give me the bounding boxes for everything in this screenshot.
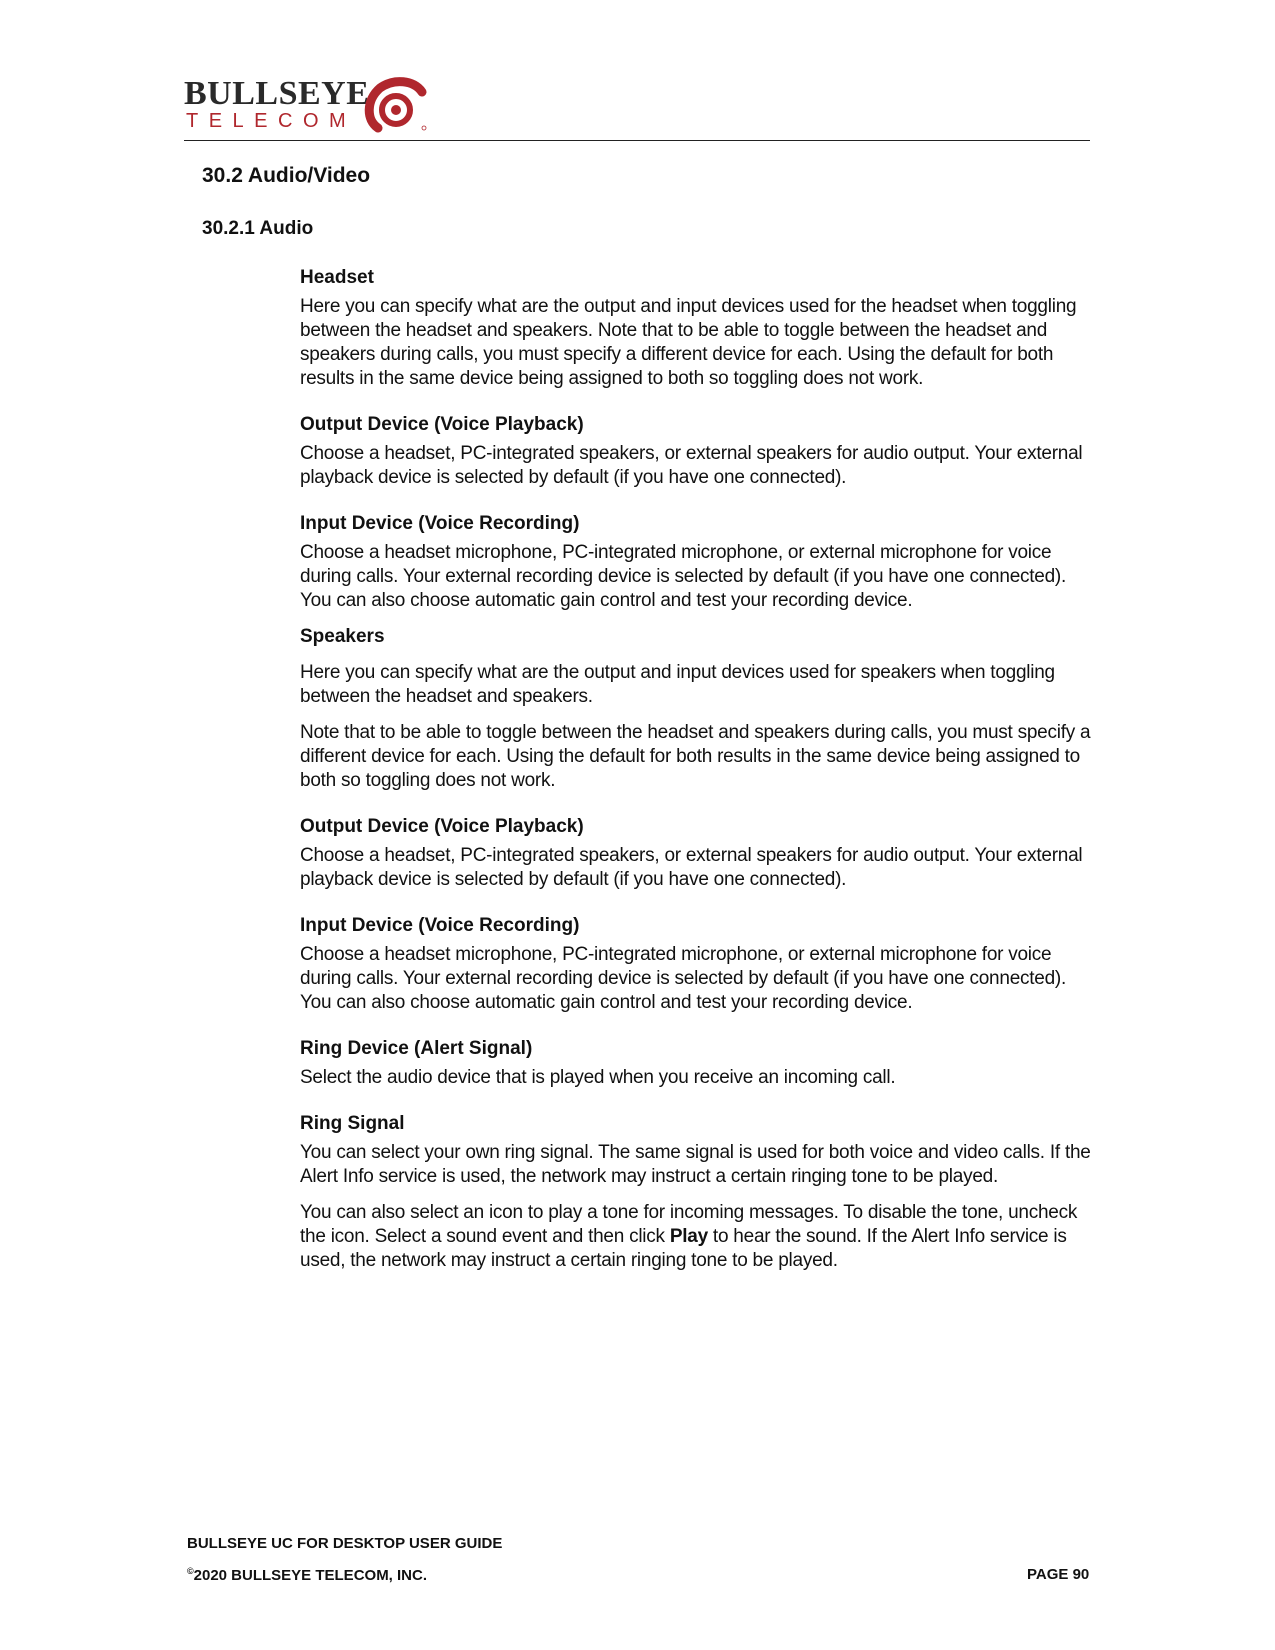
footer-guide-title: BULLSEYE UC FOR DESKTOP USER GUIDE bbox=[187, 1535, 503, 1552]
page-number: PAGE 90 bbox=[1027, 1566, 1090, 1583]
ring-signal-text-after: to hear the sound. If the Alert Info service is used, the network may instruct a certain ringing tone to be played. bbox=[300, 1226, 1067, 1271]
ring-signal-description: You can select your own ring signal. The same signal is used for both voice and video calls. If the Alert Info service is used, the network may instruct a certain ringing tone to be played. bbox=[300, 1142, 1091, 1187]
headset-description: Here you can specify what are the output and input devices used for the headset when toggling between the headset and speakers. Note that to be able to toggle between the headset and speakers during calls, you must specify a different device for each. Using the default for both results in the same device being assigned to both so toggling does not work. bbox=[300, 296, 1077, 389]
subsection-heading: 30.2.1 Audio bbox=[202, 218, 314, 239]
speakers-output-title: Output Device (Voice Playback) bbox=[300, 816, 584, 837]
bullseye-icon bbox=[364, 76, 428, 134]
logo-wordmark-bottom: TELECOM bbox=[186, 110, 357, 132]
speakers-description: Here you can specify what are the output and input devices used for speakers when toggling between the headset and speakers. bbox=[300, 662, 1055, 707]
ring-signal-messages bbox=[300, 1201, 1100, 1273]
speakers-output-description: Choose a headset, PC-integrated speakers, or external speakers for audio output. Your external playback device is selected by default (if you have one connected). bbox=[300, 845, 1083, 890]
ring-signal-title: Ring Signal bbox=[300, 1113, 405, 1134]
footer-copyright bbox=[187, 1566, 427, 1584]
speakers-title: Speakers bbox=[300, 626, 385, 647]
headset-input-title: Input Device (Voice Recording) bbox=[300, 513, 580, 534]
copyright-text: 2020 BULLSEYE TELECOM, INC. bbox=[193, 1567, 428, 1584]
play-keyword: Play bbox=[669, 1226, 708, 1247]
document-body bbox=[300, 266, 1100, 1295]
speakers-note: Note that to be able to toggle between the headset and speakers during calls, you must specify a different device for each. Using the default for both results in the same device being assigned to both so toggling does not work. bbox=[300, 722, 1091, 791]
copyright-symbol: © bbox=[187, 1566, 194, 1576]
ring-device-title: Ring Device (Alert Signal) bbox=[300, 1038, 533, 1059]
headset-input-description: Choose a headset microphone, PC-integrated microphone, or external microphone for voice during calls. Your external recording device is selected by default (if you have one connected). You can also choose automatic gain control and test your recording device. bbox=[300, 542, 1067, 611]
speakers-input-description: Choose a headset microphone, PC-integrated microphone, or external microphone for voice during calls. Your external recording device is selected by default (if you have one connected). You can also choose automatic gain control and test your recording device. bbox=[300, 944, 1067, 1013]
headset-title: Headset bbox=[300, 267, 374, 288]
header-divider bbox=[184, 140, 1090, 141]
speakers-input-title: Input Device (Voice Recording) bbox=[300, 915, 580, 936]
ring-device-description: Select the audio device that is played when you receive an incoming call. bbox=[300, 1067, 896, 1088]
logo-wordmark-top: BULLSEYE bbox=[184, 75, 370, 112]
section-heading: 30.2 Audio/Video bbox=[202, 164, 371, 187]
headset-output-title: Output Device (Voice Playback) bbox=[300, 414, 584, 435]
company-logo bbox=[184, 76, 444, 134]
headset-output-description: Choose a headset, PC-integrated speakers, or external speakers for audio output. Your external playback device is selected by default (if you have one connected). bbox=[300, 443, 1083, 488]
ring-signal-text-before: You can also select an icon to play a tone for incoming messages. To disable the tone, uncheck the icon. Select a sound event and then click bbox=[300, 1202, 1078, 1247]
